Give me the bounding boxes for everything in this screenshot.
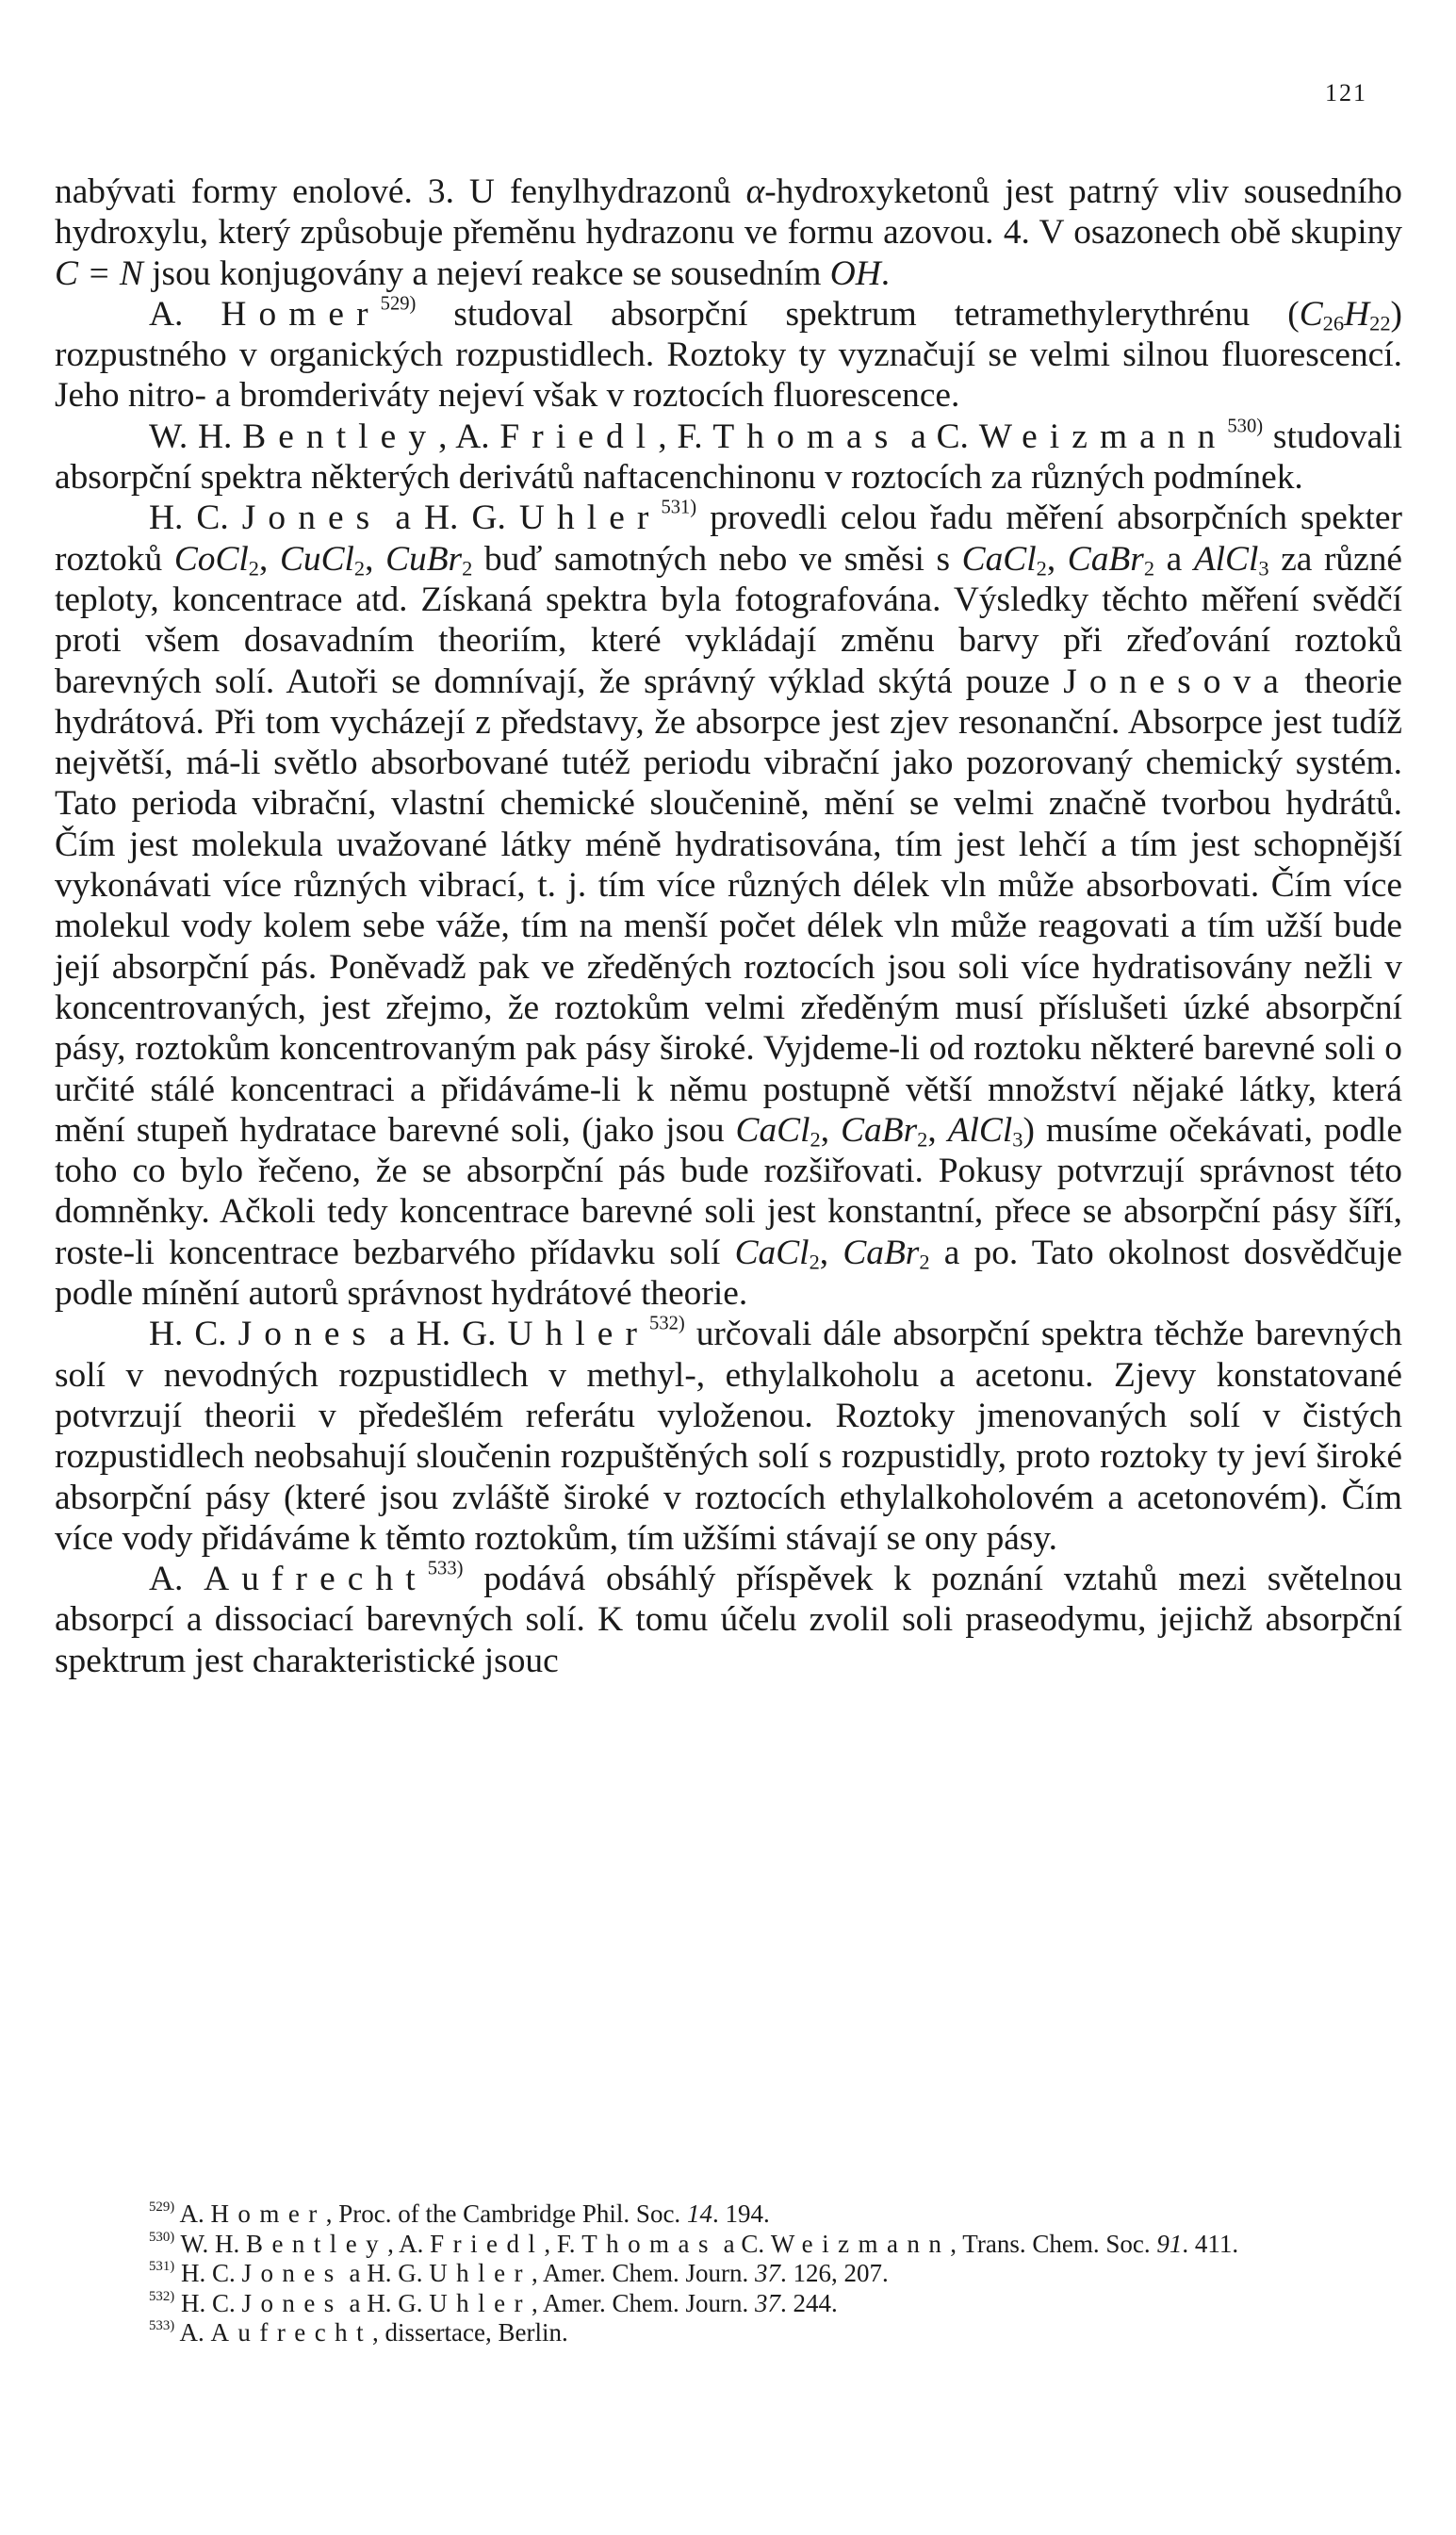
formula-text: AlCl xyxy=(1193,539,1259,579)
author-name: Bentley xyxy=(246,2229,388,2258)
author-name: Jones xyxy=(241,2288,343,2317)
text-run: , xyxy=(820,1110,842,1150)
footnote-ref: 529) xyxy=(380,293,417,315)
text-run: , Amer. Chem. Journ. xyxy=(531,2259,755,2287)
footnote xyxy=(55,2318,1402,2348)
text-run: . 411. xyxy=(1182,2229,1239,2258)
text-run: nabývati formy enolové. 3. U fenylhydrazonů xyxy=(55,172,746,211)
author-name: Homer xyxy=(210,2200,326,2228)
text-run: , A. xyxy=(387,2229,431,2258)
formula-text: CaCl xyxy=(735,1110,810,1150)
formula-text: CaCl xyxy=(961,539,1037,579)
text-run: studovali absorpční spektra některých derivátů naftacenchinonu v roztocích za různých podmínek. xyxy=(55,417,1402,498)
footnote-ref: 530) xyxy=(1227,416,1264,437)
text-run: a H. G. xyxy=(378,1315,508,1354)
text-run: . 244. xyxy=(779,2288,838,2317)
author-name: Friedl xyxy=(430,2229,545,2258)
footnote-marker: 531) xyxy=(149,2259,175,2275)
author-name: Uhler xyxy=(429,2259,532,2287)
subscript: 3 xyxy=(1258,556,1269,581)
subscript: 2 xyxy=(919,1250,930,1274)
text-run: , Amer. Chem. Journ. xyxy=(531,2288,755,2317)
formula-text: C xyxy=(1299,294,1323,334)
paragraph xyxy=(55,417,1402,499)
subscript: 2 xyxy=(462,556,473,581)
footnote-marker: 532) xyxy=(149,2288,175,2304)
page-number: 121 xyxy=(1325,79,1367,106)
text-run: theorie hydrátová. Při tom vycházejí z představy, že absorpce jest zjev resonanční. Absorpce jest tudíž největší, má-li světlo absorbované tutéž periodu vibrační jako pozorovaný chemický systém. Tato perioda vibrační, vlastní chemické sloučenině, mění se velmi značně tvorbou hydrátů. Čím jest molekula uvažované látky méně hydratisována, tím jest lehčí a tím jest schopnější vykonávati více různých vibrací, t. j. tím více různých délek vln může absorbovati. Čím více molekul vody kolem sebe váže, tím na menší počet délek vln může reagovati a tím užší bude její absorpční pás. Poněvadž pak ve zředěných roztocích jsou soli více hydratisovány nežli v koncentrovaných, jest zřejmo, že roztokům velmi zředěným musí příslušeti úzké absorpční pásy, roztokům koncentrovaným pak pásy široké. Vyjdeme-li od roztoku některé barevné soli o určité stálé koncentraci a přidáváme-li k němu postupně větší množství nějaké látky, která mění stupeň hydratace barevné soli, (jako jsou xyxy=(55,662,1402,1150)
text-run: H. C. xyxy=(174,2259,242,2287)
footnote-marker: 533) xyxy=(149,2318,175,2334)
text-run: H. C. xyxy=(149,499,242,538)
paragraph xyxy=(55,1559,1402,1681)
text-run: -hydroxyketonů jest patrný vliv sousedního hydroxylu, který způsobuje přeměnu hydrazonu ve formu azovou. 4. V osazonech obě skupiny xyxy=(55,172,1402,253)
author-name: Weizmann xyxy=(770,2229,951,2258)
text-run: a po. Tato okolnost dosvědčuje podle mínění autorů správnost hydrátové theorie. xyxy=(55,1233,1403,1314)
subscript: 3 xyxy=(1012,1127,1023,1152)
text-run: provedli celou řadu měření absorpčních spekter roztoků xyxy=(55,499,1402,579)
subscript: 2 xyxy=(248,556,259,581)
footnote xyxy=(55,2289,1402,2319)
formula-text: CuBr xyxy=(385,539,463,579)
subscript: 2 xyxy=(353,556,366,581)
formula-text: CoCl xyxy=(173,539,249,579)
author-name: Aufrecht xyxy=(210,2318,373,2347)
author-name: Thomas xyxy=(712,417,901,456)
text-run: H. C. xyxy=(174,2288,242,2317)
footnotes xyxy=(55,2200,1402,2348)
author-name: Jones xyxy=(237,1315,379,1354)
text-run: , dissertace, Berlin. xyxy=(372,2318,568,2347)
formula-text: CaBr xyxy=(1067,539,1144,579)
text-run: , F. xyxy=(544,2229,582,2258)
author-name: Aufrecht xyxy=(204,1560,428,1599)
text-run: , Proc. of the Cambridge Phil. Soc. xyxy=(325,2200,687,2228)
text-run: A. xyxy=(149,1560,204,1599)
author-name: Weizmann xyxy=(978,417,1228,456)
text-run: ) musíme očekávati, podle toho co bylo řečeno, že se absorpční pás bude rozšiřovati. Pokusy potvrzují správnost této domněnky. Ačkoli tedy koncentrace barevné soli jest konstantní, přece se absorpční pásy šíří, roste-li koncentrace bezbarvého přídavku solí xyxy=(55,1110,1402,1272)
formula-text: C = N xyxy=(55,254,143,293)
text-run: A. xyxy=(174,2200,211,2228)
footnote xyxy=(55,2259,1402,2289)
footnote-ref: 532) xyxy=(649,1313,685,1334)
text-run: , xyxy=(365,539,386,579)
author-name: Uhler xyxy=(518,499,662,538)
text-run: určovali dále absorpční spektra těchže barevných solí v nevodných rozpustidlech v methyl-, ethylalkoholu a acetonu. Zjevy konstatované potvrzují theorii v předešlém referátu vyloženou. Roztoky jmenovaných solí v čistých rozpustidlech neobsahují sloučenin rozpuštěných solí s rozpustidly, proto roztoky ty jeví široké absorpční pásy (které jsou zvláště široké v roztocích ethylalkoholovém a acetonovém). Čím více vody přidáváme k těmto roztokům, tím užšími stávají se ony pásy. xyxy=(55,1315,1402,1558)
text-run: a xyxy=(1154,539,1194,579)
subscript: 2 xyxy=(810,1127,821,1152)
author-name: Uhler xyxy=(429,2288,532,2317)
formula-text: 91 xyxy=(1156,2229,1183,2258)
text-run: W. H. xyxy=(149,417,243,456)
text-run: , xyxy=(259,539,280,579)
text-run: studoval absorpční spektrum tetramethylerythrénu ( xyxy=(416,294,1300,334)
subscript: 22 xyxy=(1369,311,1391,335)
text-run: A. xyxy=(149,294,221,334)
paragraph xyxy=(55,1314,1402,1559)
text-run: a H. G. xyxy=(342,2259,430,2287)
footnote-ref: 533) xyxy=(427,1558,464,1579)
text-run: buď samotných nebo ve směsi s xyxy=(472,539,962,579)
text-run: , F. xyxy=(658,417,713,456)
subscript: 2 xyxy=(1036,556,1047,581)
text-run: , A. xyxy=(438,417,500,456)
author-name: Friedl xyxy=(499,417,659,456)
formula-text: H xyxy=(1344,294,1370,334)
text-run: . 194. xyxy=(712,2200,770,2228)
footnote-marker: 529) xyxy=(149,2200,175,2216)
subscript: 2 xyxy=(809,1250,820,1274)
paragraph xyxy=(55,498,1402,1314)
text-run: H. C. xyxy=(149,1315,238,1354)
text-run: ) rozpustného v organických rozpustidlech. Roztoky ty vyznačují se velmi silnou fluorescencí. Jeho nitro- a bromderiváty nejeví však v roztocích fluorescence. xyxy=(55,294,1402,416)
text-run: . xyxy=(880,254,891,293)
paragraph xyxy=(55,172,1402,294)
formula-text: CaCl xyxy=(734,1233,810,1272)
footnote-marker: 530) xyxy=(149,2229,175,2245)
subscript: 2 xyxy=(917,1127,928,1152)
text-run: a H. G. xyxy=(342,2288,430,2317)
text-run: a C. xyxy=(716,2229,771,2258)
text-run: A. xyxy=(174,2318,211,2347)
formula-text: CaBr xyxy=(841,1110,918,1150)
text-run: . 126, 207. xyxy=(779,2259,889,2287)
author-name: Homer xyxy=(221,294,381,334)
formula-text: 37 xyxy=(754,2259,780,2287)
text-run: a C. xyxy=(900,417,979,456)
author-name: Jones xyxy=(241,2259,343,2287)
author-name: Jonesova xyxy=(1063,662,1291,701)
author-name: Thomas xyxy=(581,2229,717,2258)
footnote xyxy=(55,2200,1402,2230)
paragraph xyxy=(55,294,1402,417)
subscript: 2 xyxy=(1143,556,1155,581)
text-run: , xyxy=(1046,539,1068,579)
formula-text: CaBr xyxy=(843,1233,920,1272)
body-text xyxy=(55,172,1402,1681)
text-run: W. H. xyxy=(174,2229,246,2258)
text-run: a H. G. xyxy=(382,499,519,538)
text-run: za různé teploty, koncentrace atd. Získaná spektra byla fotografována. Výsledky těchto měření svědčí proti všem dosavadním theoriím, které vykládají změnu barvy při zřeďování roztoků barevných solí. Autoři se domnívají, že správný výklad skýtá pouze xyxy=(55,539,1403,701)
formula-text: 14 xyxy=(686,2200,712,2228)
text-run: podává obsáhlý příspěvek k poznání vztahů mezi světelnou absorpcí a dissociací barevných solí. K tomu účelu zvolil soli praseodymu, jejichž absorpční spektrum jest charakteristické jsouc xyxy=(55,1560,1403,1680)
footnote-ref: 531) xyxy=(661,497,697,518)
author-name: Bentley xyxy=(242,417,439,456)
author-name: Uhler xyxy=(507,1315,650,1354)
text-run: , xyxy=(927,1110,948,1150)
formula-text: α xyxy=(745,172,765,211)
author-name: Jones xyxy=(241,499,383,538)
footnote xyxy=(55,2230,1402,2260)
text-run: , Trans. Chem. Soc. xyxy=(950,2229,1157,2258)
text-run: jsou konjugovány a nejeví reakce se sousedním xyxy=(142,254,830,293)
formula-text: CuCl xyxy=(279,539,354,579)
text-run: , xyxy=(819,1233,843,1272)
subscript: 26 xyxy=(1322,311,1345,335)
formula-text: AlCl xyxy=(947,1110,1013,1150)
formula-text: OH xyxy=(829,254,881,293)
formula-text: 37 xyxy=(754,2288,780,2317)
